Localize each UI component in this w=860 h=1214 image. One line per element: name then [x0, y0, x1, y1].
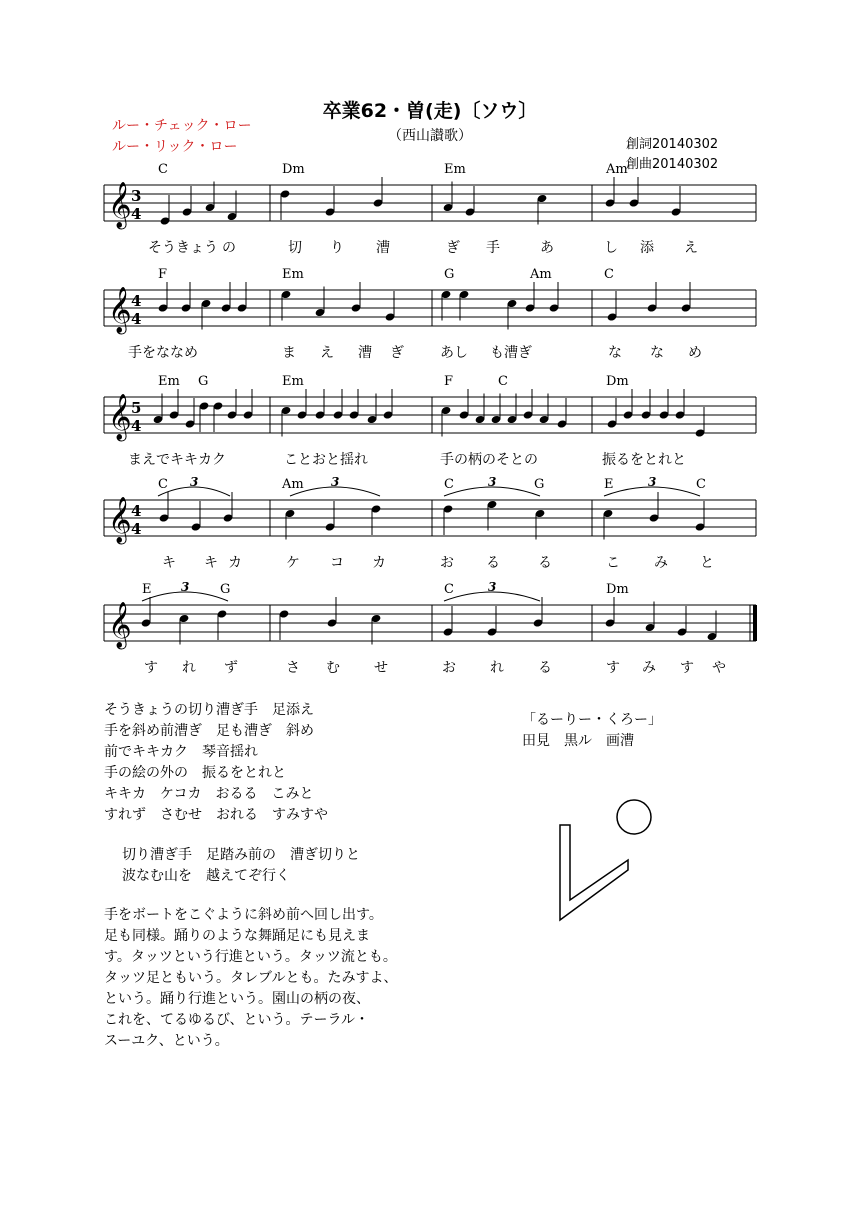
- lyric-syllable: と: [700, 555, 714, 571]
- time-signature-bottom: 4: [131, 205, 142, 223]
- lyric-syllable: 添: [640, 240, 654, 256]
- lyrics-line: 手の絵の外の 振るをとれと: [104, 765, 286, 781]
- treble-clef: 𝄞: [108, 182, 132, 228]
- lyric-syllable: さ: [286, 660, 300, 676]
- lyric-syllable: そう: [148, 240, 176, 256]
- treble-clef: 𝄞: [108, 287, 132, 333]
- lyric-syllable: り: [330, 240, 344, 256]
- chorus-line: 波なむ山を 越えてぞ行く: [122, 868, 290, 884]
- chord-symbol: F: [158, 267, 168, 282]
- chord-symbol: E: [604, 477, 614, 492]
- chord-symbol: C: [158, 477, 168, 492]
- chord-symbol: C: [604, 267, 614, 282]
- time-signature-bottom: 4: [131, 310, 142, 328]
- chord-symbol: Em: [444, 162, 466, 177]
- caption-line: 「るーりー・くろー」: [522, 712, 662, 728]
- notes-line: す。タッツという行進という。タッツ流とも。: [104, 949, 397, 965]
- time-signature-top: 4: [131, 502, 142, 520]
- chord-symbol: C: [444, 582, 454, 597]
- notes-line: という。踊り行進という。園山の柄の夜、: [104, 991, 370, 1007]
- lyric-syllable: す: [144, 660, 158, 676]
- treble-clef: 𝄞: [108, 497, 132, 543]
- lyrics-line: そうきょうの切り漕ぎ手 足添え: [104, 702, 314, 718]
- lyric-syllable: も漕ぎ: [490, 345, 532, 361]
- lyric-syllable: し: [604, 240, 618, 256]
- chorus-block: [122, 845, 360, 887]
- lyric-syllable: お: [442, 660, 456, 676]
- lyric-syllable: キ: [204, 555, 218, 571]
- lyric-syllable: ケ: [286, 555, 300, 571]
- lyric-syllable: カ: [228, 555, 242, 571]
- lyric-syllable: れ: [182, 660, 196, 676]
- lyric-syllable: 手をななめ: [128, 345, 198, 361]
- lyrics-line: 手を斜め前漕ぎ 足も漕ぎ 斜め: [104, 723, 314, 739]
- lyrics-date: 創詞20140302: [626, 137, 719, 152]
- red-line-1: ルー・チェック・ロー: [112, 118, 252, 134]
- time-signature-top: 3: [131, 187, 142, 205]
- lyric-syllable: る: [538, 555, 552, 571]
- lyric-syllable: せ: [374, 660, 388, 676]
- notes-line: 足も同様。踊りのような舞踊足にも見えま: [104, 928, 370, 944]
- body-shape: [560, 825, 628, 920]
- notes-line: タッツ足ともいう。タレブルとも。たみすよ、: [104, 970, 398, 986]
- chord-symbol: G: [198, 374, 209, 389]
- chord-symbol: C: [158, 162, 168, 177]
- music-date: 創曲20140302: [626, 157, 719, 172]
- chord-symbol: C: [498, 374, 508, 389]
- lyric-syllable: ず: [224, 660, 238, 676]
- lyric-syllable: 漕: [358, 345, 372, 361]
- time-signature-bottom: 4: [131, 520, 142, 538]
- triplet-number: 3: [190, 475, 199, 489]
- chord-symbol: Em: [158, 374, 180, 389]
- red-line-2: ルー・リック・ロー: [112, 139, 238, 155]
- time-signature-top: 4: [131, 292, 142, 310]
- chord-symbol: Em: [282, 267, 304, 282]
- lyric-syllable: まえでキキカク: [128, 452, 226, 468]
- lyric-syllable: 振るをとれと: [602, 452, 686, 468]
- lyric-syllable: え: [320, 345, 334, 361]
- lyric-syllable: ことおと揺れ: [284, 452, 368, 468]
- lyric-syllable: あし: [440, 345, 468, 361]
- page-title: 卒業62・曽(走)〔ソウ〕: [322, 100, 538, 122]
- lyric-syllable: め: [688, 345, 702, 361]
- chord-symbol: Am: [606, 162, 628, 177]
- lyric-syllable: お: [440, 555, 454, 571]
- lyric-syllable: の: [222, 240, 236, 256]
- triplet-number: 3: [648, 475, 657, 489]
- dance-figure-illustration: [548, 795, 668, 925]
- notes-line: これを、てるゆるび、という。テーラル・: [104, 1012, 370, 1028]
- chorus-line: 切り漕ぎ手 足踏み前の 漕ぎ切りと: [122, 847, 360, 863]
- lyric-syllable: な: [608, 345, 622, 361]
- lyric-syllable: コ: [330, 555, 344, 571]
- lyrics-block: [104, 700, 328, 826]
- chord-symbol: Am: [282, 477, 304, 492]
- notes-block: [104, 905, 397, 1052]
- chord-symbol: Dm: [606, 582, 629, 597]
- chord-symbol: G: [534, 477, 545, 492]
- caption-line: 田見 黒ル 画漕: [522, 733, 634, 749]
- lyric-syllable: ま: [282, 345, 296, 361]
- lyric-syllable: み: [642, 660, 656, 676]
- final-barline: [753, 605, 757, 641]
- chord-symbol: C: [696, 477, 706, 492]
- lyrics-line: キキカ ケコカ おるる こみと: [104, 786, 314, 802]
- chord-symbol: G: [220, 582, 231, 597]
- treble-clef: 𝄞: [108, 602, 132, 648]
- lyric-syllable: カ: [372, 555, 386, 571]
- notes-line: 手をボートをこぐように斜め前へ回し出す。: [104, 907, 383, 923]
- lyric-syllable: あ: [540, 240, 554, 256]
- lyric-syllable: ぎ: [446, 240, 460, 256]
- chord-symbol: Em: [282, 374, 304, 389]
- lyric-syllable: む: [326, 660, 340, 676]
- chord-symbol: C: [444, 477, 454, 492]
- chord-symbol: G: [444, 267, 455, 282]
- treble-clef: 𝄞: [108, 394, 132, 440]
- lyric-syllable: れ: [490, 660, 504, 676]
- lyric-syllable: 切: [288, 240, 302, 256]
- time-signature-top: 5: [131, 399, 142, 417]
- lyric-syllable: 手の柄のそとの: [440, 452, 538, 468]
- lyric-syllable: え: [684, 240, 698, 256]
- triplet-number: 3: [181, 580, 190, 594]
- notes-line: スーユク、という。: [104, 1033, 229, 1049]
- illustration-caption: [522, 710, 662, 752]
- lyric-syllable: や: [712, 660, 726, 676]
- lyrics-line: すれず さむせ おれる すみすや: [104, 807, 328, 823]
- lyric-syllable: ぎ: [390, 345, 404, 361]
- lyric-syllable: 漕: [376, 240, 390, 256]
- page-subtitle: （西山讃歌）: [388, 128, 472, 144]
- time-signature-bottom: 4: [131, 417, 142, 435]
- lyrics-line: 前でキキカク 琴音揺れ: [104, 744, 258, 760]
- lyric-syllable: 手: [486, 240, 500, 256]
- chord-symbol: Dm: [606, 374, 629, 389]
- lyric-syllable: キ: [162, 555, 176, 571]
- lyric-syllable: きょう: [176, 240, 218, 256]
- triplet-number: 3: [331, 475, 340, 489]
- chord-symbol: F: [444, 374, 454, 389]
- lyric-syllable: す: [680, 660, 694, 676]
- chord-symbol: Am: [530, 267, 552, 282]
- chord-symbol: E: [142, 582, 152, 597]
- head-circle: [617, 800, 651, 834]
- chord-symbol: Dm: [282, 162, 305, 177]
- lyric-syllable: る: [486, 555, 500, 571]
- lyric-syllable: る: [538, 660, 552, 676]
- lyric-syllable: な: [650, 345, 664, 361]
- lyric-syllable: こ: [606, 555, 620, 571]
- triplet-number: 3: [488, 475, 497, 489]
- lyric-syllable: み: [654, 555, 668, 571]
- lyric-syllable: す: [606, 660, 620, 676]
- triplet-number: 3: [488, 580, 497, 594]
